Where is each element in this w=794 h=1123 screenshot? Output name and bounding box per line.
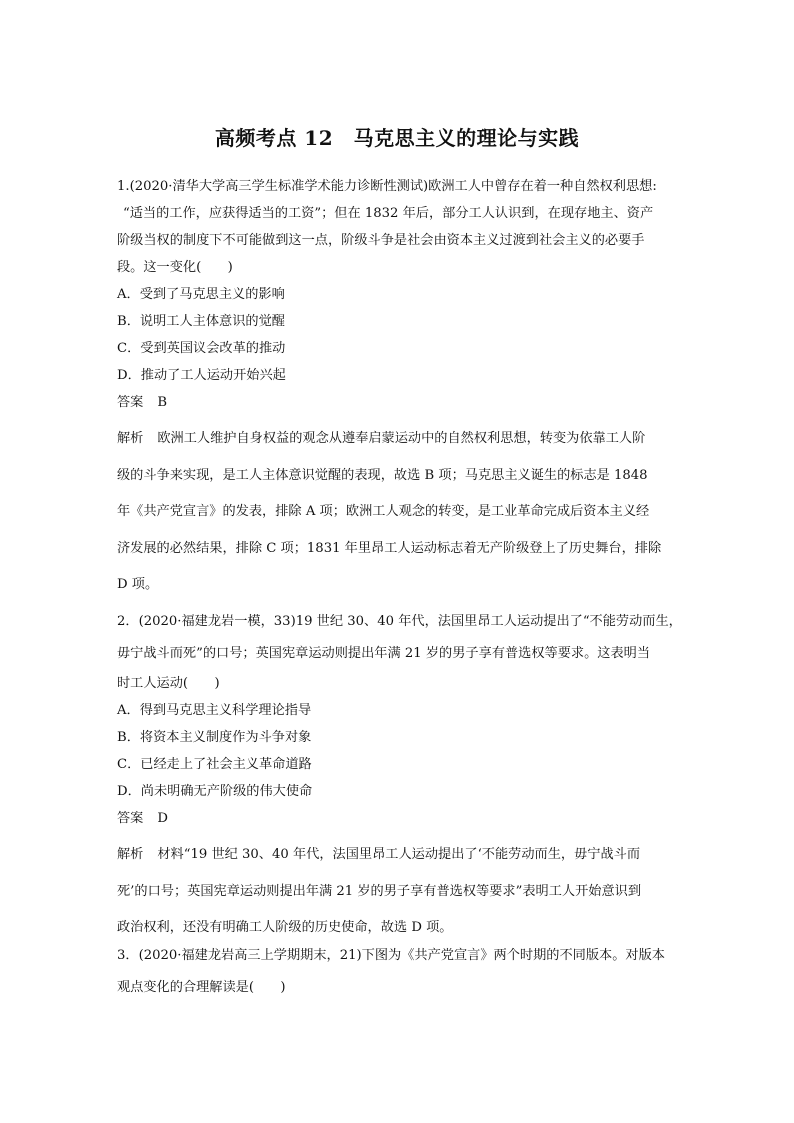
answer-value: D — [157, 811, 168, 826]
option-c: C．已经走上了社会主义革命道路 — [117, 757, 312, 772]
explanation-label: 解析 — [117, 847, 144, 862]
option-a: A．得到马克思主义科学理论指导 — [117, 703, 312, 718]
explanation-label: 解析 — [117, 431, 144, 446]
option-c: C．受到英国议会改革的推动 — [117, 341, 286, 356]
question-stem-line: 2．(2020·福建龙岩一模，33)19 世纪 30、40 年代，法国里昂工人运动提出了“不能劳动而生， — [117, 614, 682, 629]
answer-label: 答案 — [117, 395, 144, 410]
explanation-line: 欧洲工人维护自身权益的观念从遵奉启蒙运动中的自然权利思想，转变为依靠工人阶 — [157, 431, 646, 446]
explanation-line: 济发展的必然结果，排除 C 项；1831 年里昂工人运动标志着无产阶级登上了历史舞台，排除 — [117, 540, 662, 556]
page-title: 高频考点 12 马克思主义的理论与实践 — [214, 126, 580, 150]
option-d: D．推动了工人运动开始兴起 — [117, 368, 286, 383]
question-stem-line: 1.(2020·清华大学高三学生标准学术能力诊断性测试)欧洲工人中曾存在着一种自然权利思想: — [117, 179, 657, 194]
explanation-line: 政治权利，还没有明确工人阶级的历史使命，故选 D 项。 — [117, 920, 453, 935]
question-stem-line: 3．(2020·福建龙岩高三上学期期末，21)下图为《共产党宣言》两个时期的不同版本。对版本 — [117, 948, 665, 963]
question-stem-line: “适当的工作，应获得适当的工资”；但在 1832 年后，部分工人认识到，在现存地主、资产 — [123, 206, 654, 221]
question-3 — [117, 940, 679, 1004]
answer-label: 答案 — [117, 811, 144, 826]
question-stem-line: 段。这一变化( ) — [117, 260, 233, 275]
option-a: A．受到了马克思主义的影响 — [117, 287, 285, 302]
option-b: B．将资本主义制度作为斗争对象 — [117, 730, 312, 745]
explanation-line: 死’的口号；英国宪章运动则提出年满 21 岁的男子享有普选权等要求”表明工人开始意识到 — [117, 883, 642, 899]
answer-row — [117, 805, 679, 832]
question-stem-line: 毋宁战斗而死”的口号；英国宪章运动则提出年满 21 岁的男子享有普选权等要求。这表明当 — [117, 646, 651, 661]
answer-value: B — [157, 395, 168, 410]
question-stem-line: 观点变化的合理解读是( ) — [117, 980, 286, 995]
explanation-line: 级的斗争来实现，是工人主体意识觉醒的表现，故选 B 项；马克思主义诞生的标志是 1848 — [117, 467, 648, 483]
explanation — [117, 837, 679, 947]
option-d: D．尚未明确无产阶级的伟大使命 — [117, 784, 313, 799]
explanation-line: D 项。 — [117, 577, 159, 592]
question-1 — [117, 173, 679, 604]
explanation-line: 材料“19 世纪 30、40 年代，法国里昂工人运动提出了‘不能劳动而生，毋宁战斗而 — [157, 847, 641, 862]
option-b: B．说明工人主体意识的觉醒 — [117, 314, 285, 329]
explanation-line: 年《共产党宣言》的发表，排除 A 项；欧洲工人观念的转变，是工业革命完成后资本主义经 — [117, 504, 650, 519]
question-2 — [117, 606, 682, 947]
question-stem-line: 时工人运动( ) — [117, 676, 220, 691]
answer-row — [117, 389, 679, 416]
question-stem-line: 阶级当权的制度下不可能做到这一点，阶级斗争是社会由资本主义过渡到社会主义的必要手 — [117, 233, 645, 248]
explanation — [117, 421, 679, 604]
